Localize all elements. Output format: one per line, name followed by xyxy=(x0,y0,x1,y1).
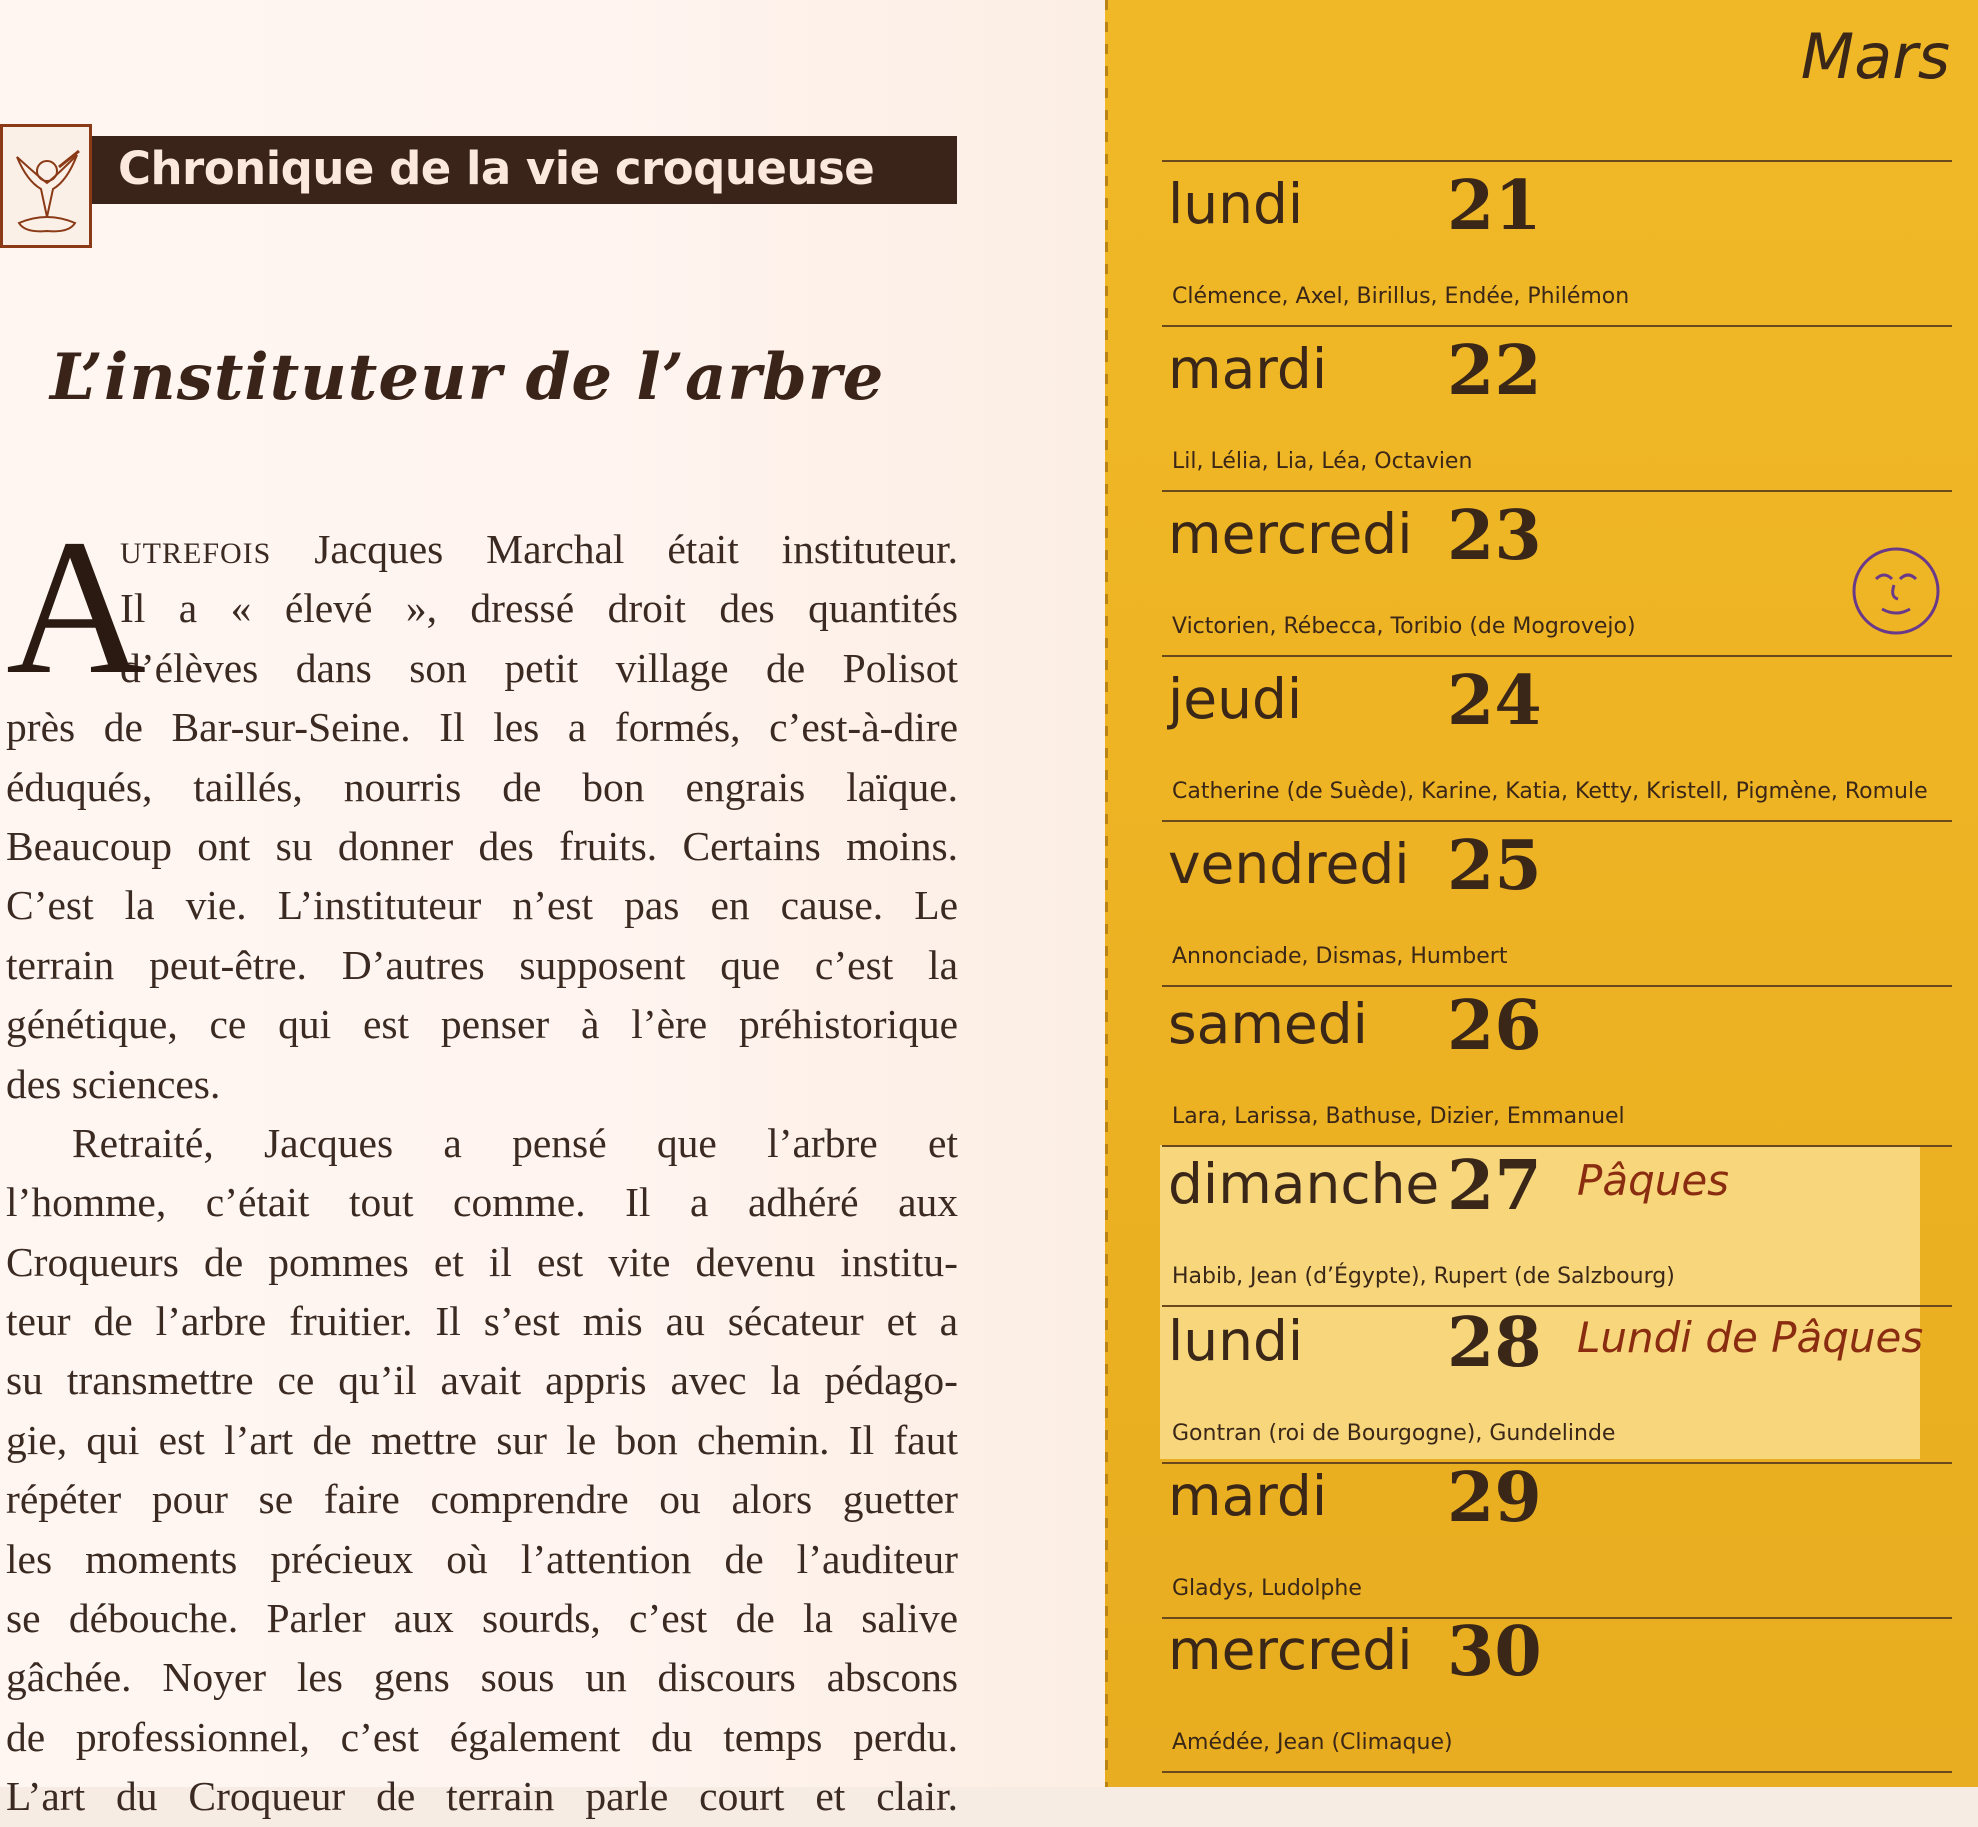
day-saints: Annonciade, Dismas, Humbert xyxy=(1172,944,1508,969)
day-number: 21 xyxy=(1447,166,1542,246)
day-number: 28 xyxy=(1447,1303,1542,1383)
divider xyxy=(1162,1771,1952,1773)
calendar-day xyxy=(1162,1142,1952,1307)
article-line: répéter pour se faire comprendre ou alors guetter xyxy=(6,1476,958,1523)
article-line: Retraité, Jacques a pensé que l’arbre et xyxy=(72,1119,958,1166)
article-line: près de Bar-sur-Seine. Il les a formés, c’est-à-dire xyxy=(6,704,958,751)
day-name: dimanche xyxy=(1168,1152,1440,1216)
day-number: 23 xyxy=(1447,496,1542,576)
article-line-text: Jacques Marchal était instituteur. xyxy=(271,526,958,572)
day-saints: Amédée, Jean (Climaque) xyxy=(1172,1730,1453,1755)
article-line: se débouche. Parler aux sourds, c’est de la salive xyxy=(6,1595,958,1642)
article-line: éduqués, taillés, nourris de bon engrais laïque. xyxy=(6,763,958,810)
drop-cap: A xyxy=(6,499,147,714)
calendar-day xyxy=(1162,822,1952,987)
article-line: su transmettre ce qu’il avait appris avec la pédago- xyxy=(6,1357,958,1404)
day-number: 24 xyxy=(1447,661,1542,741)
angel-logo-icon xyxy=(0,124,92,248)
holiday-label: Lundi de Pâques xyxy=(1577,1313,1924,1362)
day-number: 26 xyxy=(1447,986,1542,1066)
article-line: les moments précieux où l’attention de l’auditeur xyxy=(6,1535,958,1582)
article-line: gie, qui est l’art de mettre sur le bon chemin. Il faut xyxy=(6,1416,958,1463)
article-body xyxy=(6,499,958,1827)
day-saints: Catherine (de Suède), Karine, Katia, Ketty, Kristell, Pigmène, Romule xyxy=(1172,779,1928,804)
day-number: 29 xyxy=(1447,1458,1542,1538)
day-saints: Clémence, Axel, Birillus, Endée, Philémon xyxy=(1172,284,1630,309)
calendar-day xyxy=(1162,1608,1952,1773)
article-title: L’instituteur de l’arbre xyxy=(50,340,885,415)
article-line: des sciences. xyxy=(6,1060,221,1107)
day-number: 27 xyxy=(1447,1146,1542,1226)
day-name: lundi xyxy=(1168,172,1304,236)
moon-phase-icon xyxy=(1850,545,1942,637)
calendar-day xyxy=(1162,982,1952,1147)
calendar-day xyxy=(1162,1299,1952,1464)
calendar-month: Mars xyxy=(1800,20,1950,93)
calendar-day xyxy=(1162,657,1952,822)
article-line: terrain peut-être. D’autres supposent que c’est la xyxy=(6,941,958,988)
article-line: d’élèves dans son petit village de Polisot xyxy=(120,644,958,691)
article-line xyxy=(120,520,958,579)
calendar-day xyxy=(1162,1454,1952,1619)
article-line: Beaucoup ont su donner des fruits. Certains moins. xyxy=(6,822,958,869)
day-name: mercredi xyxy=(1168,502,1413,566)
day-number: 25 xyxy=(1447,826,1542,906)
day-number: 22 xyxy=(1447,331,1542,411)
article-line: de professionnel, c’est également du temps perdu. xyxy=(6,1713,958,1760)
article-line: Croqueurs de pommes et il est vite devenu institu- xyxy=(6,1238,958,1285)
article-line: l’homme, c’était tout comme. Il a adhéré aux xyxy=(6,1179,958,1226)
day-name: jeudi xyxy=(1168,667,1303,731)
section-banner xyxy=(92,136,957,204)
article-line: génétique, ce qui est penser à l’ère préhistorique xyxy=(6,1001,958,1048)
day-name: mercredi xyxy=(1168,1618,1413,1682)
perforation-line xyxy=(1105,0,1108,1787)
day-name: vendredi xyxy=(1168,832,1410,896)
article-line: teur de l’arbre fruitier. Il s’est mis au sécateur et a xyxy=(6,1298,958,1345)
day-saints: Lil, Lélia, Lia, Léa, Octavien xyxy=(1172,449,1473,474)
holiday-label: Pâques xyxy=(1577,1156,1730,1205)
calendar-day xyxy=(1162,492,1952,657)
day-saints: Gladys, Ludolphe xyxy=(1172,1576,1362,1601)
calendar-day xyxy=(1162,327,1952,492)
section-banner-title: Chronique de la vie croqueuse xyxy=(118,142,875,195)
calendar-page xyxy=(1105,0,1978,1787)
first-word-smallcaps: UTREFOIS xyxy=(120,537,272,570)
day-saints: Gontran (roi de Bourgogne), Gundelinde xyxy=(1172,1421,1616,1446)
calendar-day xyxy=(1162,162,1952,327)
day-name: lundi xyxy=(1168,1309,1304,1373)
day-saints: Habib, Jean (d’Égypte), Rupert (de Salzbourg) xyxy=(1172,1264,1675,1289)
article-line: C’est la vie. L’instituteur n’est pas en cause. Le xyxy=(6,882,958,929)
article-line: L’art du Croqueur de terrain parle court et clair. xyxy=(6,1773,958,1820)
day-saints: Lara, Larissa, Bathuse, Dizier, Emmanuel xyxy=(1172,1104,1625,1129)
day-saints: Victorien, Rébecca, Toribio (de Mogrovejo) xyxy=(1172,614,1636,639)
article-line: gâchée. Noyer les gens sous un discours abscons xyxy=(6,1654,958,1701)
day-name: mardi xyxy=(1168,1464,1328,1528)
day-number: 30 xyxy=(1447,1612,1542,1692)
day-name: mardi xyxy=(1168,337,1328,401)
article-line: Il a « élevé », dressé droit des quantités xyxy=(120,585,958,632)
day-name: samedi xyxy=(1168,992,1368,1056)
